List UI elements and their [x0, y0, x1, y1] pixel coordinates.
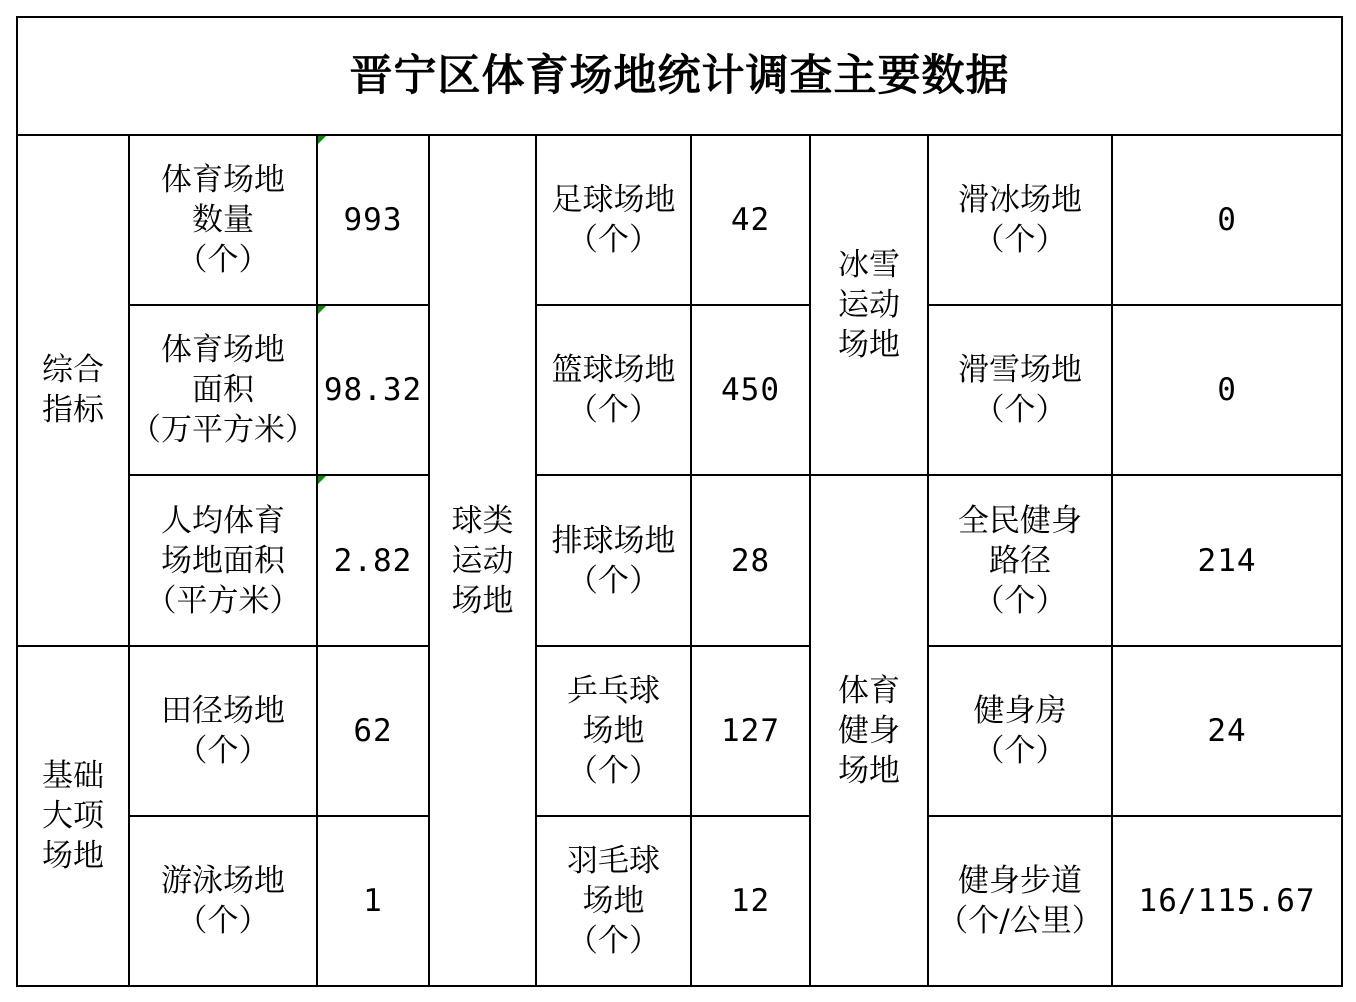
- statistics-sheet: [16, 16, 1341, 987]
- label-swimming: 游泳场地 （个）: [129, 816, 317, 986]
- label-ice-rink: 滑冰场地 （个）: [928, 135, 1112, 305]
- table-row: [17, 646, 1342, 816]
- label-fitness-trail: 健身步道 （个/公里）: [928, 816, 1112, 986]
- value-badminton[interactable]: 12: [691, 816, 810, 986]
- label-track-field: 田径场地 （个）: [129, 646, 317, 816]
- value-fitness-trail[interactable]: 16/115.67: [1112, 816, 1342, 986]
- label-football: 足球场地 （个）: [536, 135, 691, 305]
- table-row: [17, 135, 1342, 305]
- label-ski-field: 滑雪场地 （个）: [928, 305, 1112, 475]
- group-ball-sports: 球类 运动 场地: [429, 135, 536, 986]
- label-badminton: 羽毛球 场地 （个）: [536, 816, 691, 986]
- label-basketball: 篮球场地 （个）: [536, 305, 691, 475]
- group-fitness: 体育 健身 场地: [810, 475, 928, 986]
- value-per-capita-area[interactable]: 2.82: [317, 475, 429, 645]
- group-comprehensive: 综合 指标: [17, 135, 129, 646]
- statistics-table: [16, 16, 1343, 987]
- value-fitness-path[interactable]: 214: [1112, 475, 1342, 645]
- label-per-capita-area: 人均体育 场地面积 （平方米）: [129, 475, 317, 645]
- value-football[interactable]: 42: [691, 135, 810, 305]
- value-venue-count[interactable]: 993: [317, 135, 429, 305]
- table-row: [17, 816, 1342, 986]
- value-table-tennis[interactable]: 127: [691, 646, 810, 816]
- label-fitness-path: 全民健身 路径 （个）: [928, 475, 1112, 645]
- label-table-tennis: 乒乓球 场地 （个）: [536, 646, 691, 816]
- table-title: 晋宁区体育场地统计调查主要数据: [17, 17, 1342, 135]
- group-ice-snow: 冰雪 运动 场地: [810, 135, 928, 475]
- label-venue-area: 体育场地 面积 （万平方米）: [129, 305, 317, 475]
- value-venue-area[interactable]: 98.32: [317, 305, 429, 475]
- label-gym: 健身房 （个）: [928, 646, 1112, 816]
- table-row: [17, 475, 1342, 645]
- value-track-field[interactable]: 62: [317, 646, 429, 816]
- value-swimming[interactable]: 1: [317, 816, 429, 986]
- value-basketball[interactable]: 450: [691, 305, 810, 475]
- group-basic-major: 基础 大项 场地: [17, 646, 129, 986]
- label-volleyball: 排球场地 （个）: [536, 475, 691, 645]
- value-volleyball[interactable]: 28: [691, 475, 810, 645]
- value-ice-rink[interactable]: 0: [1112, 135, 1342, 305]
- label-venue-count: 体育场地 数量 （个）: [129, 135, 317, 305]
- value-ski-field[interactable]: 0: [1112, 305, 1342, 475]
- table-row: [17, 305, 1342, 475]
- value-gym[interactable]: 24: [1112, 646, 1342, 816]
